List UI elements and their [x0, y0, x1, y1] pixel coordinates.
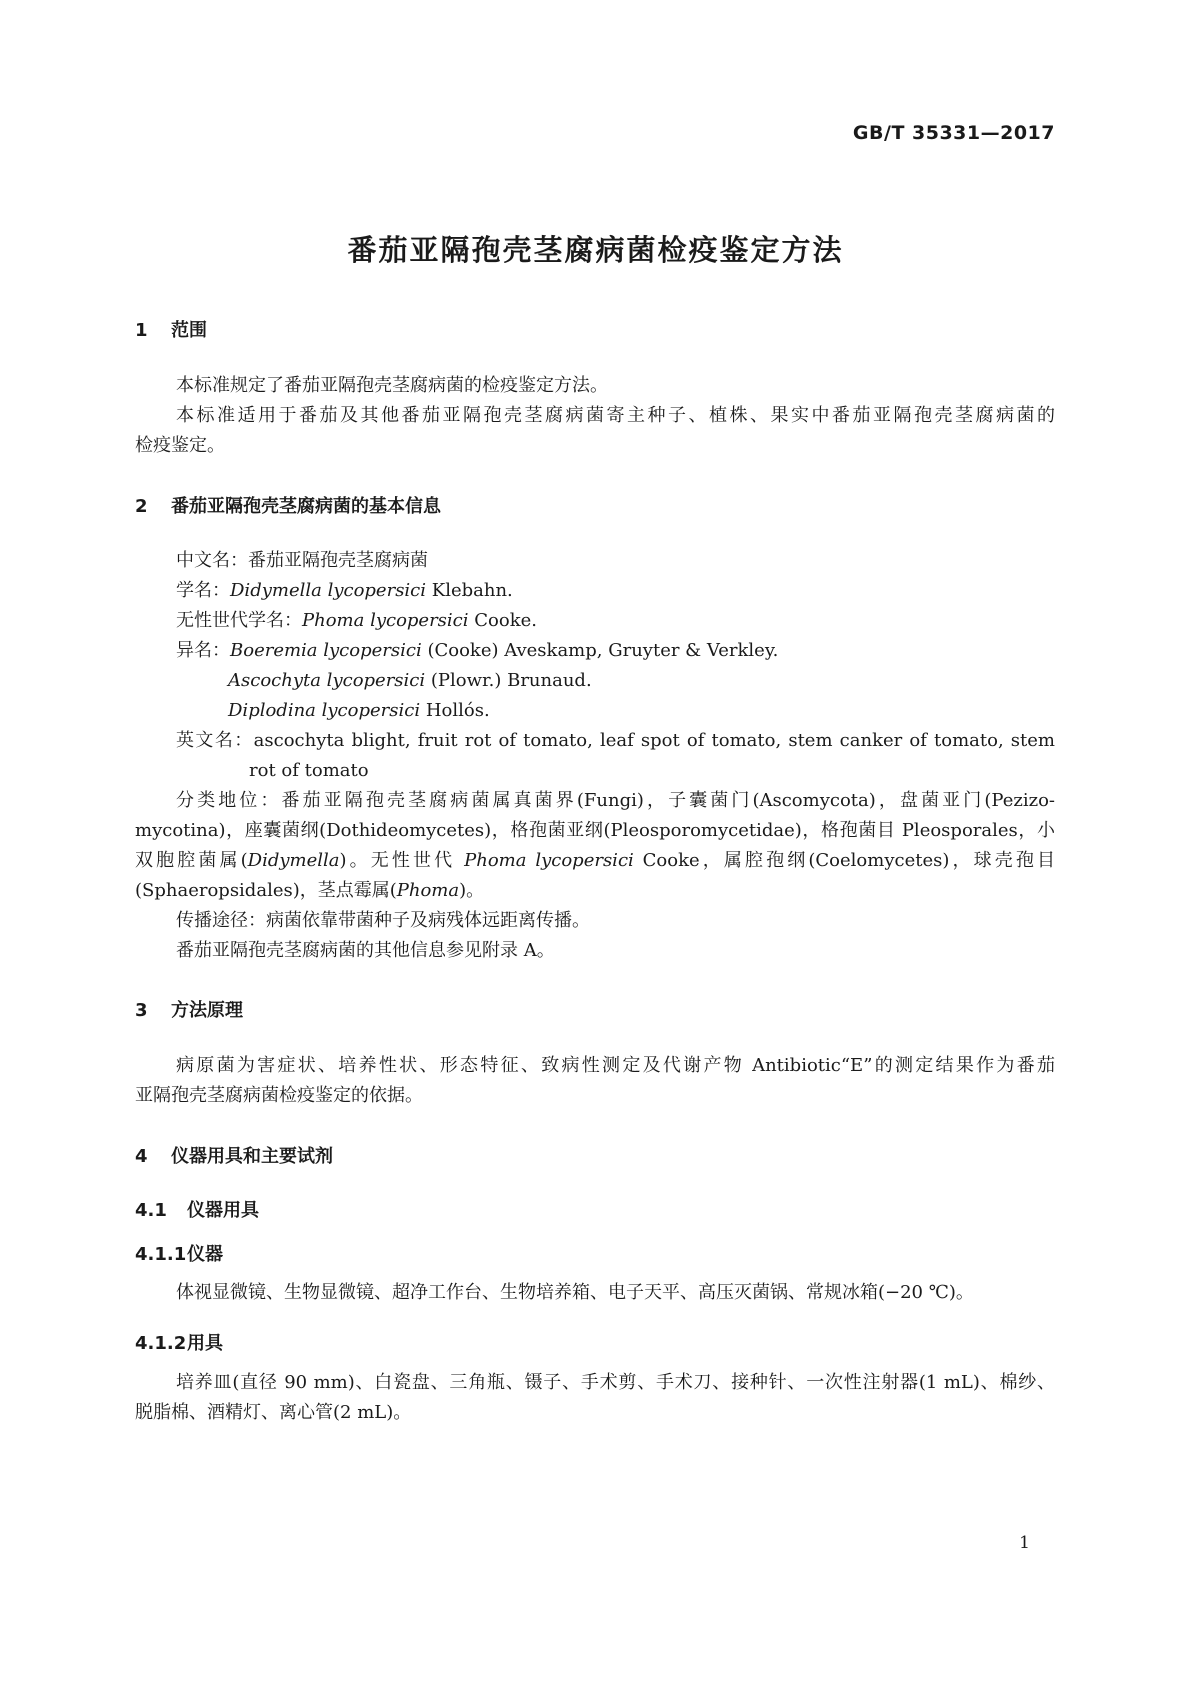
taxonomy-line: mycotina)，座囊菌纲(Dothideomycetes)，格孢菌亚纲(Pleosporomycetidae)，格孢菌目 Pleosporales，小 — [135, 820, 1055, 841]
section-number: 4.1 — [135, 1200, 167, 1221]
section-number: 4.1.1 — [135, 1244, 187, 1265]
section-4-1-2-heading — [135, 1329, 223, 1355]
section-4-1-1-heading — [135, 1240, 223, 1266]
section-title: 范围 — [171, 320, 207, 341]
section-1-heading — [135, 316, 207, 342]
section-number: 4 — [135, 1146, 148, 1167]
paragraph: 本标准适用于番茄及其他番茄亚隔孢壳茎腐病菌寄主种子、植株、果实中番茄亚隔孢壳茎腐病菌的 — [176, 405, 1055, 426]
taxonomy-line: 分类地位：番茄亚隔孢壳茎腐病菌属真菌界(Fungi)，子囊菌门(Ascomycota)，盘菌亚门(Pezizo- — [176, 790, 1055, 811]
section-title: 番茄亚隔孢壳茎腐病菌的基本信息 — [171, 496, 441, 517]
transmission: 传播途径：病菌依靠带菌种子及病残体远距离传播。 — [176, 910, 590, 931]
taxonomy-line: 双胞腔菌属(Didymella)。无性世代 Phoma lycopersici Cooke，属腔孢纲(Coelomycetes)，球壳孢目 — [135, 850, 1056, 871]
paragraph: 培养皿(直径 90 mm)、白瓷盘、三角瓶、镊子、手术剪、手术刀、接种针、一次性注射器(1 mL)、棉纱、 — [176, 1372, 1055, 1393]
section-title: 方法原理 — [171, 1000, 243, 1021]
paragraph: 脱脂棉、酒精灯、离心管(2 mL)。 — [135, 1402, 412, 1423]
section-number: 3 — [135, 1000, 148, 1021]
section-title: 仪器 — [187, 1244, 223, 1265]
paragraph: 亚隔孢壳茎腐病菌检疫鉴定的依据。 — [135, 1085, 423, 1106]
chinese-name: 中文名：番茄亚隔孢壳茎腐病菌 — [176, 550, 428, 571]
section-2-heading — [135, 492, 441, 518]
paragraph: 检疫鉴定。 — [135, 435, 225, 456]
english-name-cont: rot of tomato — [249, 760, 369, 781]
page-number: 1 — [1019, 1533, 1030, 1553]
taxonomy-line: (Sphaeropsidales)，茎点霉属(Phoma)。 — [135, 880, 485, 901]
section-4-1-heading — [135, 1196, 259, 1222]
other-info: 番茄亚隔孢壳茎腐病菌的其他信息参见附录 A。 — [176, 940, 555, 961]
scientific-name: 学名：Didymella lycopersici Klebahn. — [176, 580, 513, 601]
section-4-heading — [135, 1142, 333, 1168]
paragraph: 病原菌为害症状、培养性状、形态特征、致病性测定及代谢产物 Antibiotic“E”的测定结果作为番茄 — [176, 1055, 1055, 1076]
section-title: 仪器用具 — [187, 1200, 259, 1221]
paragraph: 本标准规定了番茄亚隔孢壳茎腐病菌的检疫鉴定方法。 — [176, 375, 608, 396]
english-name: 英文名：ascochyta blight, fruit rot of tomato, leaf spot of tomato, stem canker of tomato, stem — [176, 730, 1055, 751]
synonym-2: Ascochyta lycopersici (Plowr.) Brunaud. — [228, 670, 592, 691]
section-title: 仪器用具和主要试剂 — [171, 1146, 333, 1167]
paragraph: 体视显微镜、生物显微镜、超净工作台、生物培养箱、电子天平、高压灭菌锅、常规冰箱(−20 ℃)。 — [176, 1282, 974, 1303]
section-number: 2 — [135, 496, 148, 517]
anamorph-name: 无性世代学名：Phoma lycopersici Cooke. — [176, 610, 537, 631]
synonym-3: Diplodina lycopersici Hollós. — [228, 700, 490, 721]
synonym-1: 异名：Boeremia lycopersici (Cooke) Aveskamp, Gruyter & Verkley. — [176, 640, 779, 661]
standard-code: GB/T 35331—2017 — [852, 122, 1055, 144]
section-number: 4.1.2 — [135, 1333, 187, 1354]
section-title: 用具 — [187, 1333, 223, 1354]
document-title: 番茄亚隔孢壳茎腐病菌检疫鉴定方法 — [347, 233, 844, 267]
section-3-heading — [135, 996, 243, 1022]
section-number: 1 — [135, 320, 148, 341]
